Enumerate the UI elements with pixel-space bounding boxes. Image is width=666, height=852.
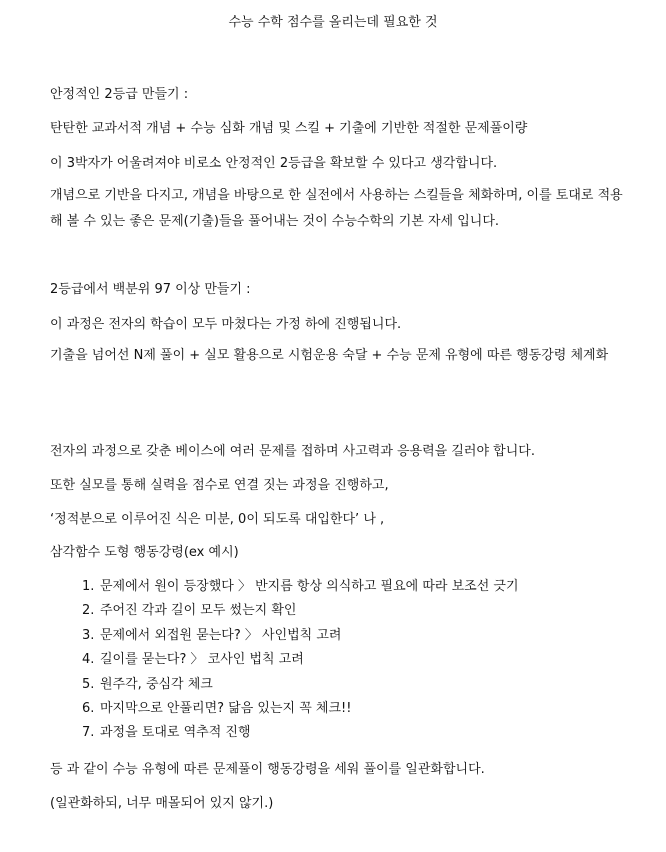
list-item-number: 5. — [82, 676, 95, 692]
list-item-text: 주어진 각과 길이 모두 썼는지 확인 — [100, 603, 297, 619]
list-heading: 삼각함수 도형 행동강령(ex 예시) — [50, 545, 239, 560]
section2-heading: 2등급에서 백분위 97 이상 만들기 : — [50, 282, 251, 297]
list-item — [82, 578, 519, 602]
list-item-number: 6. — [82, 700, 95, 716]
list-item-number: 7. — [82, 725, 95, 741]
list-item — [82, 724, 519, 748]
action-guideline-list — [82, 578, 519, 749]
list-item-text: 마지막으로 안풀리면? 닮음 있는지 꼭 체크!! — [100, 700, 352, 716]
section2-paragraph: 기출을 넘어선 N제 풀이 + 실모 활용으로 시험운용 숙달 + 수능 문제 유형에 따른 행동강령 체계화 — [50, 348, 609, 363]
section2-line1: 이 과정은 전자의 학습이 모두 마쳤다는 가정 하에 진행됩니다. — [50, 317, 402, 332]
section3-quote: ‘정적분으로 이루어진 식은 미분, 0이 되도록 대입한다’ 나 , — [50, 512, 385, 527]
closing-line: 등 과 같이 수능 유형에 따른 문제풀이 행동강령을 세워 풀이를 일관화합니다. — [50, 762, 485, 777]
document-title: 수능 수학 점수를 올리는데 필요한 것 — [228, 15, 438, 30]
list-item-text: 문제에서 외접원 묻는다? 〉 사인법칙 고려 — [100, 627, 342, 643]
list-item-number: 2. — [82, 603, 95, 619]
closing-note: (일관화하되, 너무 매몰되어 있지 않기.) — [50, 796, 274, 811]
list-item-text: 길이를 묻는다? 〉 코사인 법칙 고려 — [100, 652, 304, 668]
section1-line1: 탄탄한 교과서적 개념 + 수능 심화 개념 및 스킬 + 기출에 기반한 적절한 문제풀이량 — [50, 121, 528, 136]
list-item — [82, 676, 519, 700]
list-item-text: 원주각, 중심각 체크 — [100, 676, 213, 692]
list-item — [82, 651, 519, 675]
section1-paragraph: 개념으로 기반을 다지고, 개념을 바탕으로 한 실전에서 사용하는 스킬들을 체화하며, 이를 토대로 적용해 볼 수 있는 좋은 문제(기출)들을 풀어내는 것이 수능수학의 기본 자세 입니다. — [50, 188, 623, 229]
list-item-number: 4. — [82, 652, 95, 668]
list-item-text: 과정을 토대로 역추적 진행 — [100, 725, 251, 741]
section1-heading: 안정적인 2등급 만들기 : — [50, 87, 189, 102]
list-item — [82, 602, 519, 626]
list-item — [82, 627, 519, 651]
section3-line1: 전자의 과정으로 갖춘 베이스에 여러 문제를 접하며 사고력과 응용력을 길러야 합니다. — [50, 444, 535, 459]
list-item — [82, 700, 519, 724]
list-item-number: 3. — [82, 627, 95, 643]
list-item-text: 문제에서 원이 등장했다 〉 반지름 항상 의식하고 필요에 따라 보조선 긋기 — [100, 579, 519, 594]
section3-line2: 또한 실모를 통해 실력을 점수로 연결 짓는 과정을 진행하고, — [50, 478, 389, 493]
section1-line2: 이 3박자가 어울려져야 비로소 안정적인 2등급을 확보할 수 있다고 생각합니다. — [50, 156, 498, 171]
list-item-number: 1. — [82, 579, 95, 594]
